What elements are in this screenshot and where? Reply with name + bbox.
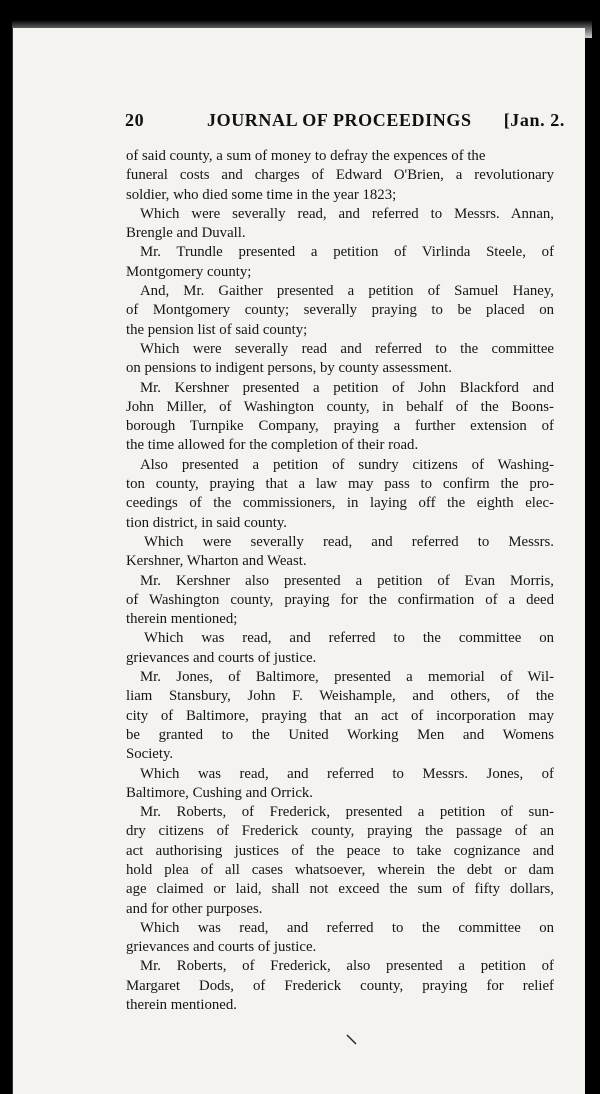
text-line: Which were severally read, and referred to Messrs. xyxy=(144,533,554,550)
text-line: Also presented a petition of sundry citizens of Washing- xyxy=(140,456,554,473)
text-line: ceedings of the commissioners, in laying off the eighth elec- xyxy=(126,495,554,512)
text-line: Mr. Kershner presented a petition of John Blackford and xyxy=(140,379,554,396)
text-line: Brengle and Duvall. xyxy=(126,225,246,242)
text-line: Mr. Jones, of Baltimore, presented a memorial of Wil- xyxy=(140,669,554,686)
text-line: Baltimore, Cushing and Orrick. xyxy=(126,784,313,801)
text-line: the pension list of said county; xyxy=(126,321,308,338)
text-line: Mr. Roberts, of Frederick, also presented a petition of xyxy=(140,958,554,975)
journal-body xyxy=(126,147,554,1015)
text-line: Margaret Dods, of Frederick county, praying for relief xyxy=(126,977,554,994)
text-line: Kershner, Wharton and Weast. xyxy=(126,553,307,570)
text-line: Mr. Roberts, of Frederick, presented a petition of sun- xyxy=(140,804,554,821)
text-line: liam Stansbury, John F. Weishample, and others, of the xyxy=(126,688,554,705)
header-date: [Jan. 2. xyxy=(503,110,565,130)
text-line: Which was read, and referred to the committee on xyxy=(140,919,554,936)
text-line: tion district, in said county. xyxy=(126,514,287,531)
text-line: be granted to the United Working Men and Womens xyxy=(126,726,554,743)
text-line: Which were severally read, and referred to Messrs. Annan, xyxy=(140,205,554,222)
text-line: therein mentioned; xyxy=(126,611,238,628)
ink-mark-icon xyxy=(346,1034,358,1046)
text-line: therein mentioned. xyxy=(126,997,237,1014)
text-line: hold plea of all cases whatsoever, wherein the debt or dam xyxy=(126,861,554,878)
text-line: funeral costs and charges of Edward O'Brien, a revolutionary xyxy=(126,167,554,184)
page-number: 20 xyxy=(125,110,145,130)
text-line: city of Baltimore, praying that an act of incorporation may xyxy=(126,707,554,724)
text-line: soldier, who died some time in the year 1823; xyxy=(126,186,397,203)
text-line: borough Turnpike Company, praying a further extension of xyxy=(126,418,554,435)
journal-title: JOURNAL OF PROCEEDINGS xyxy=(207,110,472,130)
text-line: and for other purposes. xyxy=(126,900,263,917)
text-line: Montgomery county; xyxy=(126,263,252,280)
text-line: Which was read, and referred to Messrs. Jones, of xyxy=(140,765,554,782)
text-line: dry citizens of Frederick county, praying the passage of an xyxy=(126,823,554,840)
text-line: act authorising justices of the peace to take cognizance and xyxy=(126,842,554,859)
text-line: age claimed or laid, shall not exceed the sum of fifty dollars, xyxy=(126,881,554,898)
text-line: John Miller, of Washington county, in behalf of the Boons- xyxy=(126,398,554,415)
text-line: And, Mr. Gaither presented a petition of Samuel Haney, xyxy=(140,283,554,300)
running-header xyxy=(125,110,565,136)
text-line: grievances and courts of justice. xyxy=(126,939,317,956)
text-line: Mr. Trundle presented a petition of Virlinda Steele, of xyxy=(140,244,554,261)
text-line: on pensions to indigent persons, by county assessment. xyxy=(126,360,452,377)
text-line: the time allowed for the completion of their road. xyxy=(126,437,419,454)
text-line: Which was read, and referred to the committee on xyxy=(144,630,554,647)
text-line: of said county, a sum of money to defray the expences of the xyxy=(126,148,486,164)
text-line: Society. xyxy=(126,746,174,763)
text-line: ton county, praying that a law may pass to confirm the pro- xyxy=(126,476,554,493)
text-line: grievances and courts of justice. xyxy=(126,649,317,666)
text-line: Which were severally read and referred to the committee xyxy=(140,340,554,357)
text-line: of Washington county, praying for the confirmation of a deed xyxy=(126,591,554,608)
text-line: of Montgomery county; severally praying to be placed on xyxy=(126,302,554,319)
text-line: Mr. Kershner also presented a petition of Evan Morris, xyxy=(140,572,554,589)
